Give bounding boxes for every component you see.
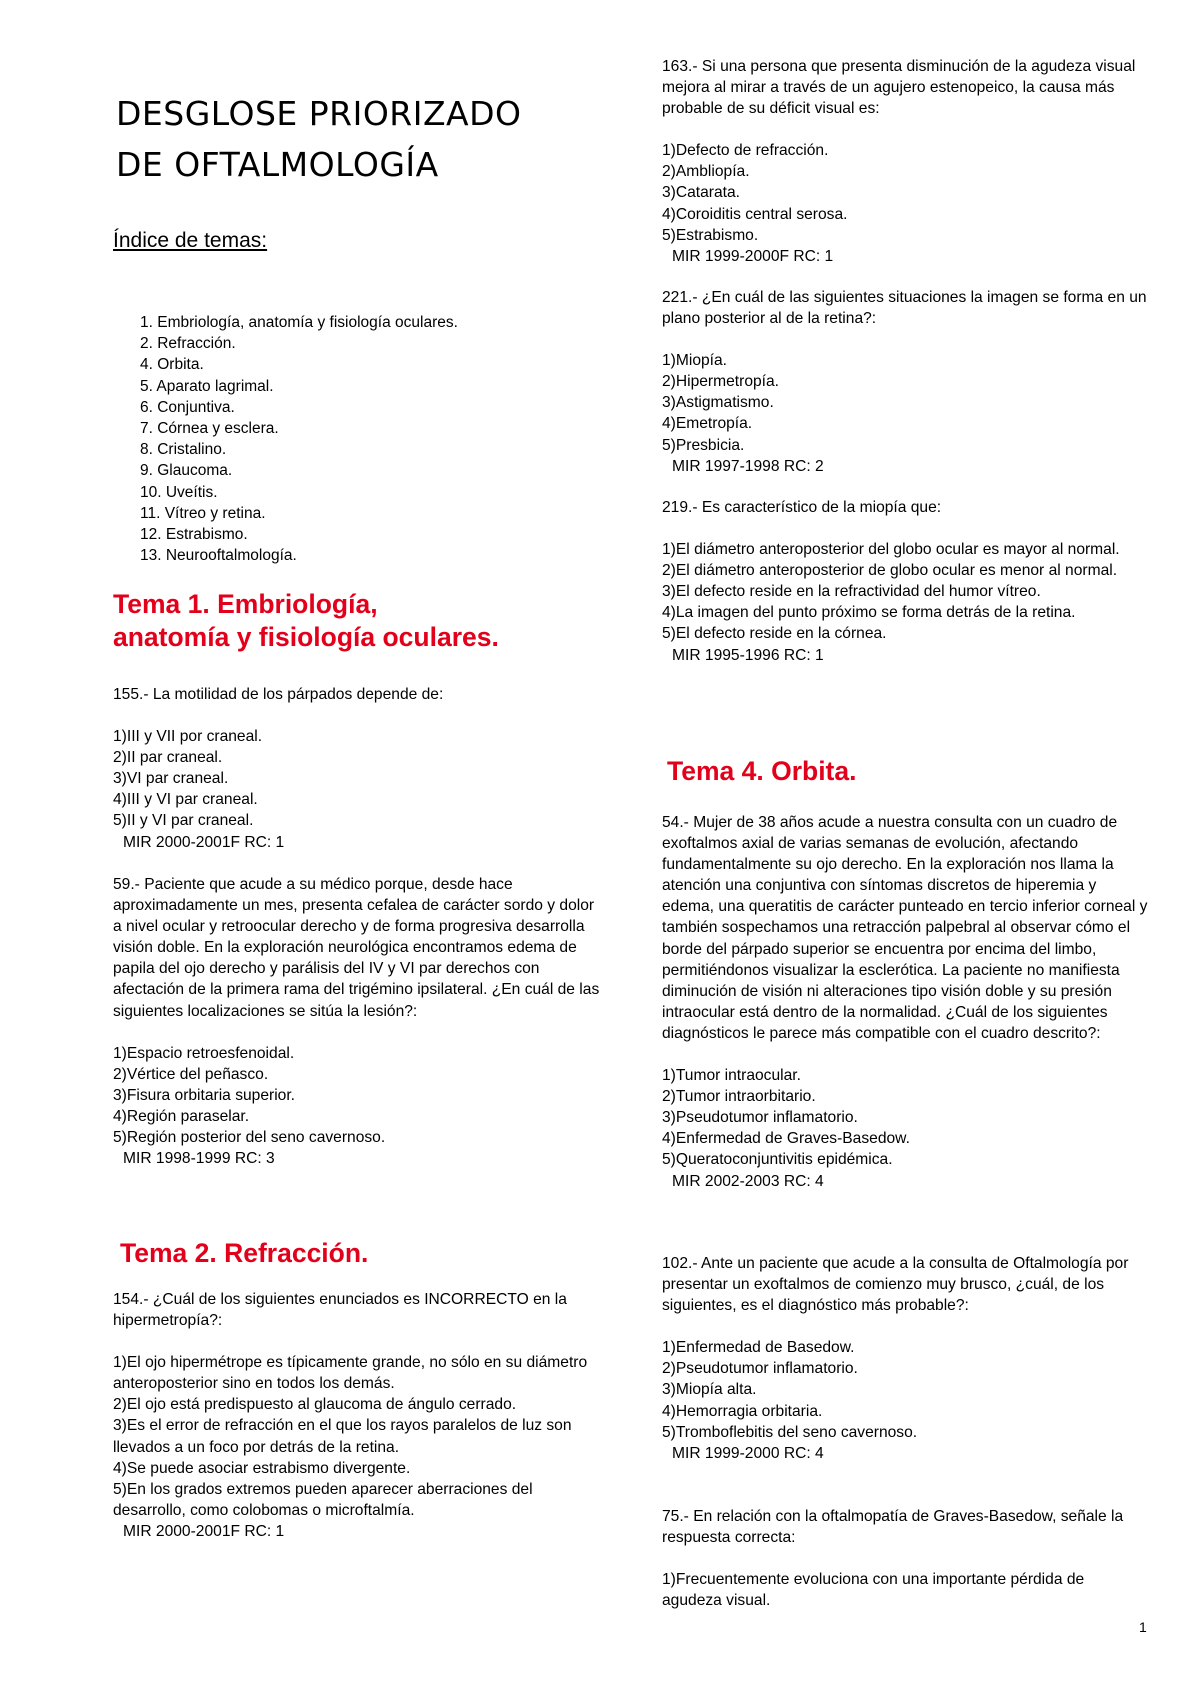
title-line-1: DESGLOSE PRIORIZADO bbox=[116, 94, 522, 133]
option: 1)Enfermedad de Basedow. bbox=[662, 1339, 855, 1357]
option: 4)Hemorragia orbitaria. bbox=[662, 1402, 823, 1420]
question-stem: 75.- En relación con la oftalmopatía de Graves-Basedow, señale la respuesta correcta: bbox=[662, 1508, 1124, 1547]
tema-2-heading: Tema 2. Refracción. bbox=[120, 1238, 369, 1268]
toc-item: 11. Vítreo y retina. bbox=[140, 504, 266, 522]
question-stem: 59.- Paciente que acude a su médico porque, desde hace aproximadamente un mes, presenta cefalea de carácter sordo y dolor a nivel ocular y retroocular derecho y de forma progresiva desarrolla visión doble. En la exploración neurológica encontramos edema de papila del ojo derecho y parálisis del IV y VI par derechos con afectación de la primera rama del trigémino ipsilateral. ¿En cuál de las siguientes localizaciones se sitúa la lesión?: bbox=[113, 876, 600, 1020]
option: 1)Espacio retroesfenoidal. bbox=[113, 1044, 295, 1062]
option: 5)Presbicia. bbox=[662, 436, 745, 454]
option: 5)El defecto reside en la córnea. bbox=[662, 625, 887, 643]
table-of-contents bbox=[140, 312, 458, 566]
option: 1)Tumor intraocular. bbox=[662, 1067, 801, 1085]
question-source: MIR 1999-2000 RC: 4 bbox=[672, 1444, 824, 1462]
question-stem: 219.- Es característico de la miopía que: bbox=[662, 499, 942, 516]
option: 4)Región paraselar. bbox=[113, 1107, 250, 1125]
toc-item: 7. Córnea y esclera. bbox=[140, 420, 279, 438]
question-stem: 221.- ¿En cuál de las siguientes situaciones la imagen se forma en un plano posterior al de la retina?: bbox=[662, 289, 1147, 328]
option: 5)En los grados extremos pueden aparecer aberraciones del desarrollo, como colobomas o microftalmía. bbox=[113, 1480, 533, 1519]
option: 2)II par craneal. bbox=[113, 749, 223, 767]
option: 1)Defecto de refracción. bbox=[662, 142, 829, 160]
question-219 bbox=[662, 497, 1142, 666]
option: 1)III y VII por craneal. bbox=[113, 728, 263, 746]
tema-1-line-1: Tema 1. Embriología, bbox=[113, 589, 378, 619]
option: 1)El diámetro anteroposterior del globo ocular es mayor al normal. bbox=[662, 541, 1120, 559]
page-number: 1 bbox=[1139, 1619, 1147, 1635]
option: 2)Vértice del peñasco. bbox=[113, 1065, 269, 1083]
question-source: MIR 1995-1996 RC: 1 bbox=[672, 646, 824, 664]
question-221 bbox=[662, 287, 1148, 477]
toc-item: 13. Neurooftalmología. bbox=[140, 547, 297, 565]
option: 4)III y VI par craneal. bbox=[113, 791, 258, 809]
toc-item: 6. Conjuntiva. bbox=[140, 398, 235, 416]
question-stem: 102.- Ante un paciente que acude a la consulta de Oftalmología por presentar un exoftalmos de comienzo muy brusco, ¿cuál, de los siguientes, es el diagnóstico más probable?: bbox=[662, 1255, 1129, 1315]
document-title bbox=[116, 88, 596, 190]
question-source: MIR 1999-2000F RC: 1 bbox=[672, 247, 834, 265]
tema-1-heading bbox=[113, 588, 499, 654]
option: 5)Estrabismo. bbox=[662, 226, 759, 244]
question-155 bbox=[113, 684, 603, 853]
question-source: MIR 2000-2001F RC: 1 bbox=[123, 1522, 285, 1540]
option: 2)Ambliopía. bbox=[662, 163, 750, 181]
option: 2)Pseudotumor inflamatorio. bbox=[662, 1360, 858, 1378]
option: 4)Coroiditis central serosa. bbox=[662, 205, 848, 223]
question-source: MIR 1997-1998 RC: 2 bbox=[672, 457, 824, 475]
title-line-2: DE OFTALMOLOGÍA bbox=[116, 145, 439, 184]
option: 4)Enfermedad de Graves-Basedow. bbox=[662, 1130, 910, 1148]
toc-item: 12. Estrabismo. bbox=[140, 526, 248, 544]
option: 4)Emetropía. bbox=[662, 415, 753, 433]
option: 2)Hipermetropía. bbox=[662, 373, 779, 391]
question-stem: 154.- ¿Cuál de los siguientes enunciados es INCORRECTO en la hipermetropía?: bbox=[113, 1291, 567, 1330]
question-102 bbox=[662, 1253, 1148, 1464]
option: 3)Pseudotumor inflamatorio. bbox=[662, 1109, 858, 1127]
option: 3)VI par craneal. bbox=[113, 770, 229, 788]
option: 5)Tromboflebitis del seno cavernoso. bbox=[662, 1423, 918, 1441]
toc-item: 5. Aparato lagrimal. bbox=[140, 377, 274, 395]
option: 3)El defecto reside en la refractividad del humor vítreo. bbox=[662, 583, 1041, 601]
option: 5)Queratoconjuntivitis epidémica. bbox=[662, 1151, 893, 1169]
option: 1)Miopía. bbox=[662, 352, 728, 370]
toc-item: 9. Glaucoma. bbox=[140, 462, 233, 480]
question-source: MIR 2000-2001F RC: 1 bbox=[123, 833, 285, 851]
toc-item: 10. Uveítis. bbox=[140, 483, 218, 501]
option: 3)Astigmatismo. bbox=[662, 394, 774, 412]
option: 3)Fisura orbitaria superior. bbox=[113, 1086, 296, 1104]
question-54 bbox=[662, 812, 1152, 1192]
tema-1-line-2: anatomía y fisiología oculares. bbox=[113, 622, 499, 652]
option: 2)Tumor intraorbitario. bbox=[662, 1088, 816, 1106]
question-75 bbox=[662, 1506, 1148, 1611]
question-stem: 155.- La motilidad de los párpados depende de: bbox=[113, 686, 444, 703]
option: 1)El ojo hipermétrope es típicamente grande, no sólo en su diámetro anteroposterior sino en todos los demás. bbox=[113, 1354, 588, 1393]
option: 3)Miopía alta. bbox=[662, 1381, 757, 1399]
option: 2)El diámetro anteroposterior de globo ocular es menor al normal. bbox=[662, 562, 1118, 580]
option: 3)Es el error de refracción en el que los rayos paralelos de luz son llevados a un foco por detrás de la retina. bbox=[113, 1417, 572, 1456]
option: 3)Catarata. bbox=[662, 184, 741, 202]
question-59 bbox=[113, 874, 607, 1169]
question-stem: 163.- Si una persona que presenta disminución de la agudeza visual mejora al mirar a través de un agujero estenopeico, la causa más probable de su déficit visual es: bbox=[662, 58, 1136, 118]
question-source: MIR 1998-1999 RC: 3 bbox=[123, 1150, 275, 1168]
index-heading: Índice de temas: bbox=[113, 229, 268, 252]
question-163 bbox=[662, 56, 1148, 267]
option: 5)Región posterior del seno cavernoso. bbox=[113, 1129, 386, 1147]
question-154 bbox=[113, 1289, 607, 1542]
toc-item: 1. Embriología, anatomía y fisiología oculares. bbox=[140, 314, 458, 331]
question-source: MIR 2002-2003 RC: 4 bbox=[672, 1172, 824, 1190]
toc-item: 4. Orbita. bbox=[140, 356, 204, 374]
option: 4)La imagen del punto próximo se forma detrás de la retina. bbox=[662, 604, 1076, 622]
option: 1)Frecuentemente evoluciona con una importante pérdida de agudeza visual. bbox=[662, 1571, 1085, 1610]
question-stem: 54.- Mujer de 38 años acude a nuestra consulta con un cuadro de exoftalmos axial de varias semanas de evolución, afectando fundamentalmente su ojo derecho. En la exploración nos llama la atención una conjuntiva con síntomas discretos de hiperemia y edema, una queratitis de carácter punteado en tercio inferior corneal y también sospechamos una retracción palpebral al observar cómo el borde del párpado superior se encuentra por encima del limbo, permitiéndonos visualizar la esclerótica. La paciente no manifiesta diminución de visión ni alteraciones tipo visión doble y su presión intraocular está dentro de la normalidad. ¿Cuál de los siguientes diagnósticos le parece más compatible con el cuadro descrito?: bbox=[662, 814, 1148, 1042]
option: 2)El ojo está predispuesto al glaucoma de ángulo cerrado. bbox=[113, 1396, 517, 1414]
option: 4)Se puede asociar estrabismo divergente. bbox=[113, 1459, 411, 1477]
tema-4-heading: Tema 4. Orbita. bbox=[667, 756, 857, 786]
toc-item: 8. Cristalino. bbox=[140, 441, 227, 459]
toc-item: 2. Refracción. bbox=[140, 335, 236, 353]
option: 5)II y VI par craneal. bbox=[113, 812, 254, 830]
